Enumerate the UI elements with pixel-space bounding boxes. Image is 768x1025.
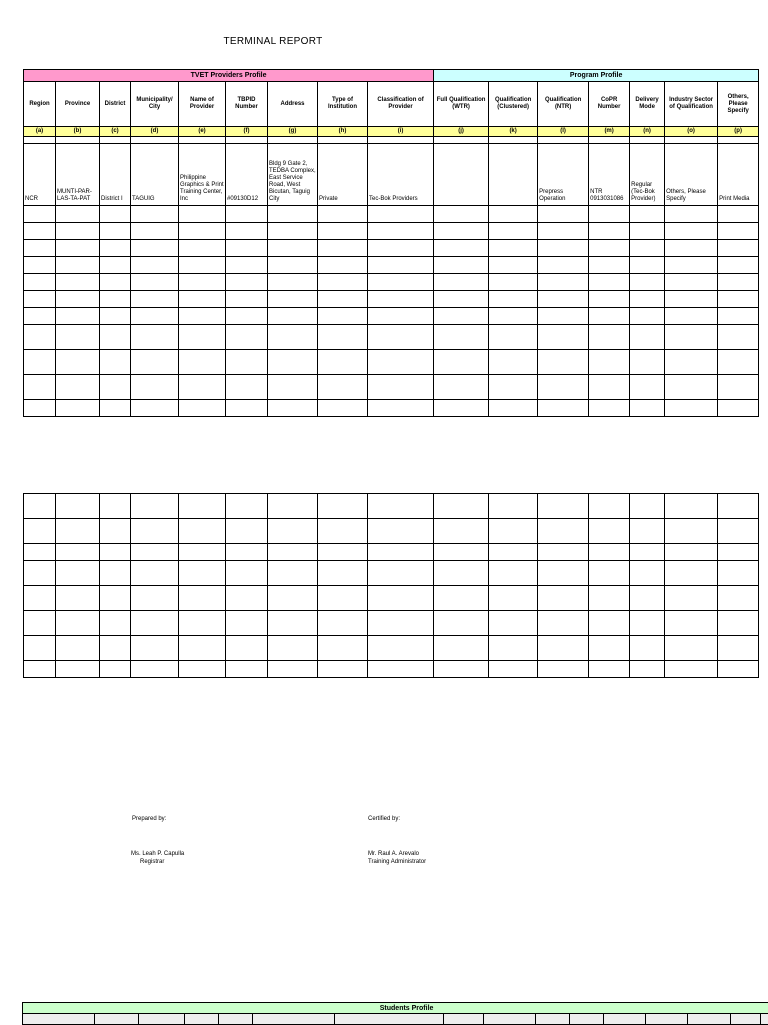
- column-letter: (j): [434, 127, 489, 137]
- column-letter: (m): [589, 127, 630, 137]
- empty-row: [24, 308, 759, 325]
- students-section-row: [23, 1003, 768, 1014]
- program-section-header: Program Profile: [434, 70, 759, 82]
- empty-row: [24, 240, 759, 257]
- spacer-row: [24, 137, 759, 144]
- empty-row: [24, 519, 759, 544]
- section-header-row: [24, 70, 759, 82]
- students-header-row: [23, 1014, 768, 1025]
- column-header: Municipality/ City: [131, 82, 179, 127]
- column-header: Others, Please Specify: [718, 82, 759, 127]
- empty-row: [24, 206, 759, 223]
- column-letter: (c): [100, 127, 131, 137]
- cell-address: Bldg 9 Gate 2, TEDBA Complex, East Service Road, West Bicutan, Taguig City: [268, 144, 318, 206]
- column-letter: (e): [179, 127, 226, 137]
- column-header: Qualification (Clustered): [489, 82, 538, 127]
- column-header: Industry Sector of Qualification: [665, 82, 718, 127]
- prepared-by-title: Registrar: [140, 858, 164, 866]
- cell-provider-name: Philippine Graphics & Print Training Center, Inc: [179, 144, 226, 206]
- column-letter: (g): [268, 127, 318, 137]
- column-header: CoPR Number: [589, 82, 630, 127]
- column-letter: (a): [24, 127, 56, 137]
- column-header: Classification of Provider: [368, 82, 434, 127]
- cell-institution-type: Private: [318, 144, 368, 206]
- certified-by-title: Training Administrator: [368, 858, 426, 866]
- empty-row: [24, 611, 759, 636]
- cell-others: Print Media: [718, 144, 759, 206]
- column-header: Province: [56, 82, 100, 127]
- prepared-by-label: Prepared by:: [132, 815, 166, 823]
- empty-row: [24, 274, 759, 291]
- empty-row: [24, 375, 759, 400]
- empty-row: [24, 257, 759, 274]
- column-header: Name of Provider: [179, 82, 226, 127]
- empty-row: [24, 636, 759, 661]
- continuation-table: [23, 493, 759, 678]
- providers-table: [23, 69, 759, 417]
- cell-full-qualification: [434, 144, 489, 206]
- empty-row: [24, 586, 759, 611]
- column-header: Region: [24, 82, 56, 127]
- column-header: District: [100, 82, 131, 127]
- column-letter: (f): [226, 127, 268, 137]
- empty-row: [24, 561, 759, 586]
- cell-copr: NTR 0913031086: [589, 144, 630, 206]
- cell-district: District I: [100, 144, 131, 206]
- cell-region: NCR: [24, 144, 56, 206]
- cell-delivery-mode: Regular (Tec-Bok Provider): [630, 144, 665, 206]
- tvet-section-header: TVET Providers Profile: [24, 70, 434, 82]
- empty-row: [24, 223, 759, 240]
- cell-classification: Tec-Bok Providers: [368, 144, 434, 206]
- column-letter-row: [24, 127, 759, 137]
- cell-tbpid: #09130D12: [226, 144, 268, 206]
- column-letter: (p): [718, 127, 759, 137]
- column-header: Address: [268, 82, 318, 127]
- cell-province: MUNTI-PAR-LAS-TA-PAT: [56, 144, 100, 206]
- column-header: TBPID Number: [226, 82, 268, 127]
- cell-ntr: Prepress Operation: [538, 144, 589, 206]
- prepared-by-name: Ms. Leah P. Capulla: [131, 850, 184, 858]
- column-header: Full Qualification (WTR): [434, 82, 489, 127]
- column-letter: (n): [630, 127, 665, 137]
- empty-row: [24, 494, 759, 519]
- empty-row: [24, 325, 759, 350]
- empty-row: [24, 400, 759, 417]
- certified-by-label: Certified by:: [368, 815, 400, 823]
- provider-data-row: [24, 144, 759, 206]
- cell-industry-sector: Others, Please Specify: [665, 144, 718, 206]
- column-header: Delivery Mode: [630, 82, 665, 127]
- empty-row: [24, 350, 759, 375]
- column-letter: (b): [56, 127, 100, 137]
- column-letter: (o): [665, 127, 718, 137]
- column-letter: (i): [368, 127, 434, 137]
- students-section-header: Students Profile: [23, 1003, 768, 1014]
- certified-by-name: Mr. Raul A. Arevalo: [368, 850, 419, 858]
- column-header-row: [24, 82, 759, 127]
- column-letter: (l): [538, 127, 589, 137]
- students-table: [22, 1002, 768, 1025]
- column-letter: (k): [489, 127, 538, 137]
- cell-clustered: [489, 144, 538, 206]
- empty-row: [24, 544, 759, 561]
- column-header: Qualification (NTR): [538, 82, 589, 127]
- empty-row: [24, 661, 759, 678]
- column-header: Type of Institution: [318, 82, 368, 127]
- cell-city: TAGUIG: [131, 144, 179, 206]
- column-letter: (h): [318, 127, 368, 137]
- report-title: TERMINAL REPORT: [0, 36, 546, 47]
- empty-row: [24, 291, 759, 308]
- column-letter: (d): [131, 127, 179, 137]
